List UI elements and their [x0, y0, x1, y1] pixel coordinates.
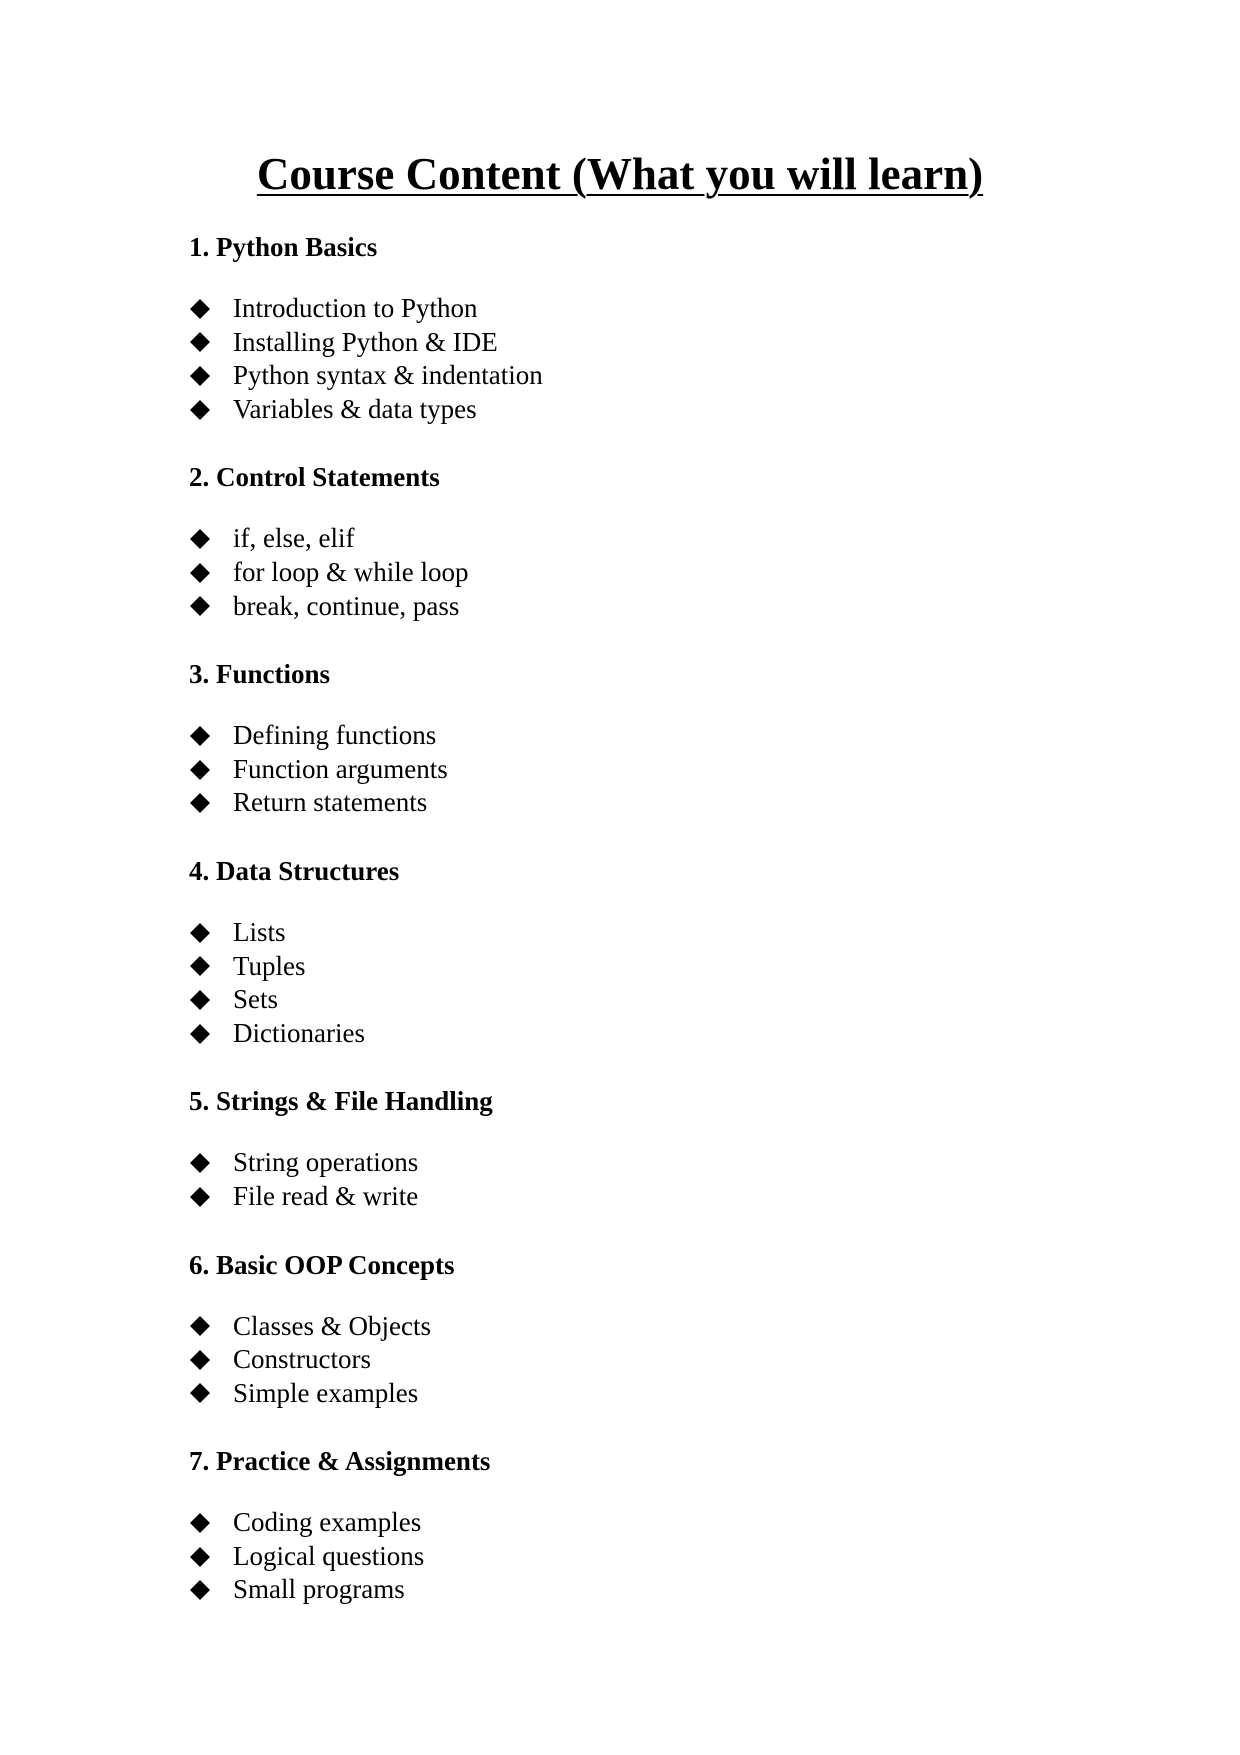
course-section: [189, 854, 1189, 1050]
diamond-bullet-icon: [189, 725, 233, 747]
course-section: [189, 460, 1189, 623]
list-item-label: Return statements: [233, 787, 428, 818]
diamond-bullet-icon: [189, 365, 233, 387]
list-item-label: Variables & data types: [233, 393, 477, 424]
list-item-label: if, else, elif: [233, 523, 355, 554]
list-item-label: break, continue, pass: [233, 590, 460, 621]
diamond-bullet-icon: [189, 792, 233, 814]
list-item: [189, 522, 1189, 556]
diamond-bullet-icon: [189, 298, 233, 320]
page-title-text: Course Content (What you will learn): [256, 149, 984, 199]
list-item-label: Small programs: [233, 1574, 405, 1605]
list-item: [189, 786, 1189, 820]
list-item-label: Classes & Objects: [233, 1310, 431, 1341]
list-item-label: String operations: [233, 1147, 419, 1178]
list-item: [189, 983, 1189, 1017]
course-section: [189, 1248, 1189, 1411]
section-item-list: [189, 522, 1189, 623]
list-item-label: Defining functions: [233, 720, 437, 751]
list-item-label: Constructors: [233, 1344, 371, 1375]
section-title: 4. Data Structures: [189, 855, 400, 886]
course-section: [189, 1084, 1189, 1213]
section-title: 2. Control Statements: [189, 462, 440, 493]
diamond-bullet-icon: [189, 1512, 233, 1534]
list-item: [189, 1343, 1189, 1377]
list-item: [189, 753, 1189, 787]
section-item-list: [189, 1310, 1189, 1411]
diamond-bullet-icon: [189, 1349, 233, 1371]
list-item: [189, 292, 1189, 326]
list-item: [189, 556, 1189, 590]
course-section: [189, 230, 1189, 426]
list-item-label: Simple examples: [233, 1377, 419, 1408]
list-item: [189, 916, 1189, 950]
diamond-bullet-icon: [189, 331, 233, 353]
list-item: [189, 1146, 1189, 1180]
list-item: [189, 1377, 1189, 1411]
list-item: [189, 590, 1189, 624]
list-item: [189, 1017, 1189, 1051]
diamond-bullet-icon: [189, 399, 233, 421]
list-item: [189, 1506, 1189, 1540]
list-item: [189, 1573, 1189, 1607]
list-item-label: Lists: [233, 916, 286, 947]
list-item-label: Installing Python & IDE: [233, 326, 498, 357]
list-item: [189, 1540, 1189, 1574]
section-title: 7. Practice & Assignments: [189, 1446, 491, 1477]
list-item-label: Dictionaries: [233, 1017, 365, 1048]
list-item-label: Python syntax & indentation: [233, 360, 543, 391]
list-item: [189, 719, 1189, 753]
list-item: [189, 359, 1189, 393]
section-title: 3. Functions: [189, 659, 331, 690]
section-item-list: [189, 292, 1189, 426]
list-item: [189, 1310, 1189, 1344]
list-item-label: Coding examples: [233, 1507, 422, 1538]
list-item: [189, 1180, 1189, 1214]
list-item-label: Function arguments: [233, 753, 448, 784]
list-item-label: Logical questions: [233, 1540, 425, 1571]
list-item-label: File read & write: [233, 1180, 419, 1211]
diamond-bullet-icon: [189, 989, 233, 1011]
list-item: [189, 950, 1189, 984]
diamond-bullet-icon: [189, 955, 233, 977]
diamond-bullet-icon: [189, 562, 233, 584]
diamond-bullet-icon: [189, 1152, 233, 1174]
diamond-bullet-icon: [189, 528, 233, 550]
section-item-list: [189, 1146, 1189, 1213]
section-title: 5. Strings & File Handling: [189, 1086, 493, 1117]
diamond-bullet-icon: [189, 1315, 233, 1337]
list-item-label: Sets: [233, 984, 279, 1015]
section-title: 1. Python Basics: [189, 232, 378, 262]
diamond-bullet-icon: [189, 595, 233, 617]
diamond-bullet-icon: [189, 1186, 233, 1208]
section-item-list: [189, 719, 1189, 820]
diamond-bullet-icon: [189, 922, 233, 944]
list-item-label: for loop & while loop: [233, 556, 469, 587]
diamond-bullet-icon: [189, 1579, 233, 1601]
course-section: [189, 1444, 1189, 1607]
page-title: [0, 146, 1240, 202]
diamond-bullet-icon: [189, 1382, 233, 1404]
list-item: [189, 326, 1189, 360]
list-item-label: Tuples: [233, 950, 306, 981]
list-item-label: Introduction to Python: [233, 293, 478, 323]
course-content-list: [189, 230, 1189, 1641]
section-item-list: [189, 1506, 1189, 1607]
diamond-bullet-icon: [189, 1546, 233, 1568]
section-item-list: [189, 916, 1189, 1050]
course-section: [189, 657, 1189, 820]
list-item: [189, 393, 1189, 427]
section-title: 6. Basic OOP Concepts: [189, 1249, 455, 1280]
diamond-bullet-icon: [189, 1023, 233, 1045]
diamond-bullet-icon: [189, 759, 233, 781]
